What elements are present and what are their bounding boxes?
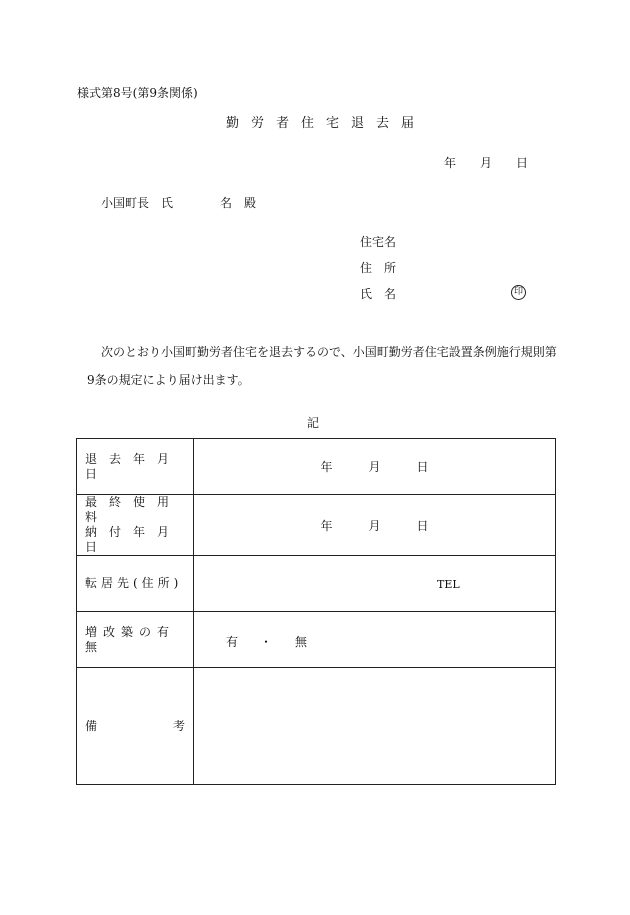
final-fee-date-cell[interactable] [194,495,556,556]
remarks-label-first: 備 [85,718,98,733]
relocation-cell[interactable] [194,556,556,612]
body-line-2: 9条の規定により届け出ます。 [87,373,250,387]
relocation-label [77,556,194,612]
final-fee-label [77,495,194,556]
move-out-date-cell[interactable] [194,439,556,495]
renovation-label [77,612,194,668]
move-out-date-text: 退去年月日 [85,451,182,481]
body-line-1: 次のとおり小国町勤労者住宅を退去するので、小国町勤労者住宅設置条例施行規則第 [101,345,557,359]
move-out-day: 日 [416,460,429,474]
renovation-label-text: 増改築の有無 [85,624,176,654]
date-day-label: 日 [516,156,529,170]
note-mark: 記 [307,416,320,430]
table-row-final-fee [77,495,556,556]
renovation-no: 無 [295,635,308,649]
final-fee-label-line-2: 納付年月日 [85,525,182,554]
final-fee-month: 月 [368,518,381,533]
final-fee-year: 年 [320,518,333,533]
tel-label: TEL [437,578,460,591]
residence-name-label: 住宅名 [360,235,397,249]
renovation-yes: 有 [226,635,239,649]
addressee-suffix: 名 殿 [220,196,257,210]
document-title: 勤労者住宅退去届 [226,116,427,131]
table-row-move-out [77,439,556,495]
final-fee-label-line-1: 最終使用料 [85,495,182,524]
renovation-separator: ・ [260,635,273,649]
relocation-label-text: 転居先(住所) [85,576,183,590]
final-fee-day: 日 [416,518,429,533]
move-out-month: 月 [368,460,381,474]
notice-table [76,438,556,785]
table-row-renovation [77,612,556,668]
date-month-label: 月 [480,156,493,170]
form-number: 様式第8号(第9条関係) [77,86,198,100]
address-label: 住 所 [360,261,397,275]
seal-mark: 印 [511,285,526,300]
remarks-label [77,668,194,785]
move-out-date-label [77,439,194,495]
table-row-relocation [77,556,556,612]
remarks-cell[interactable] [194,668,556,785]
remarks-label-second: 考 [172,718,185,733]
table-row-remarks [77,668,556,785]
move-out-year: 年 [320,460,333,474]
date-year-label: 年 [444,156,457,170]
name-label: 氏 名 [360,287,397,301]
renovation-cell[interactable] [194,612,556,668]
addressee-prefix: 小国町長 氏 [101,196,174,210]
